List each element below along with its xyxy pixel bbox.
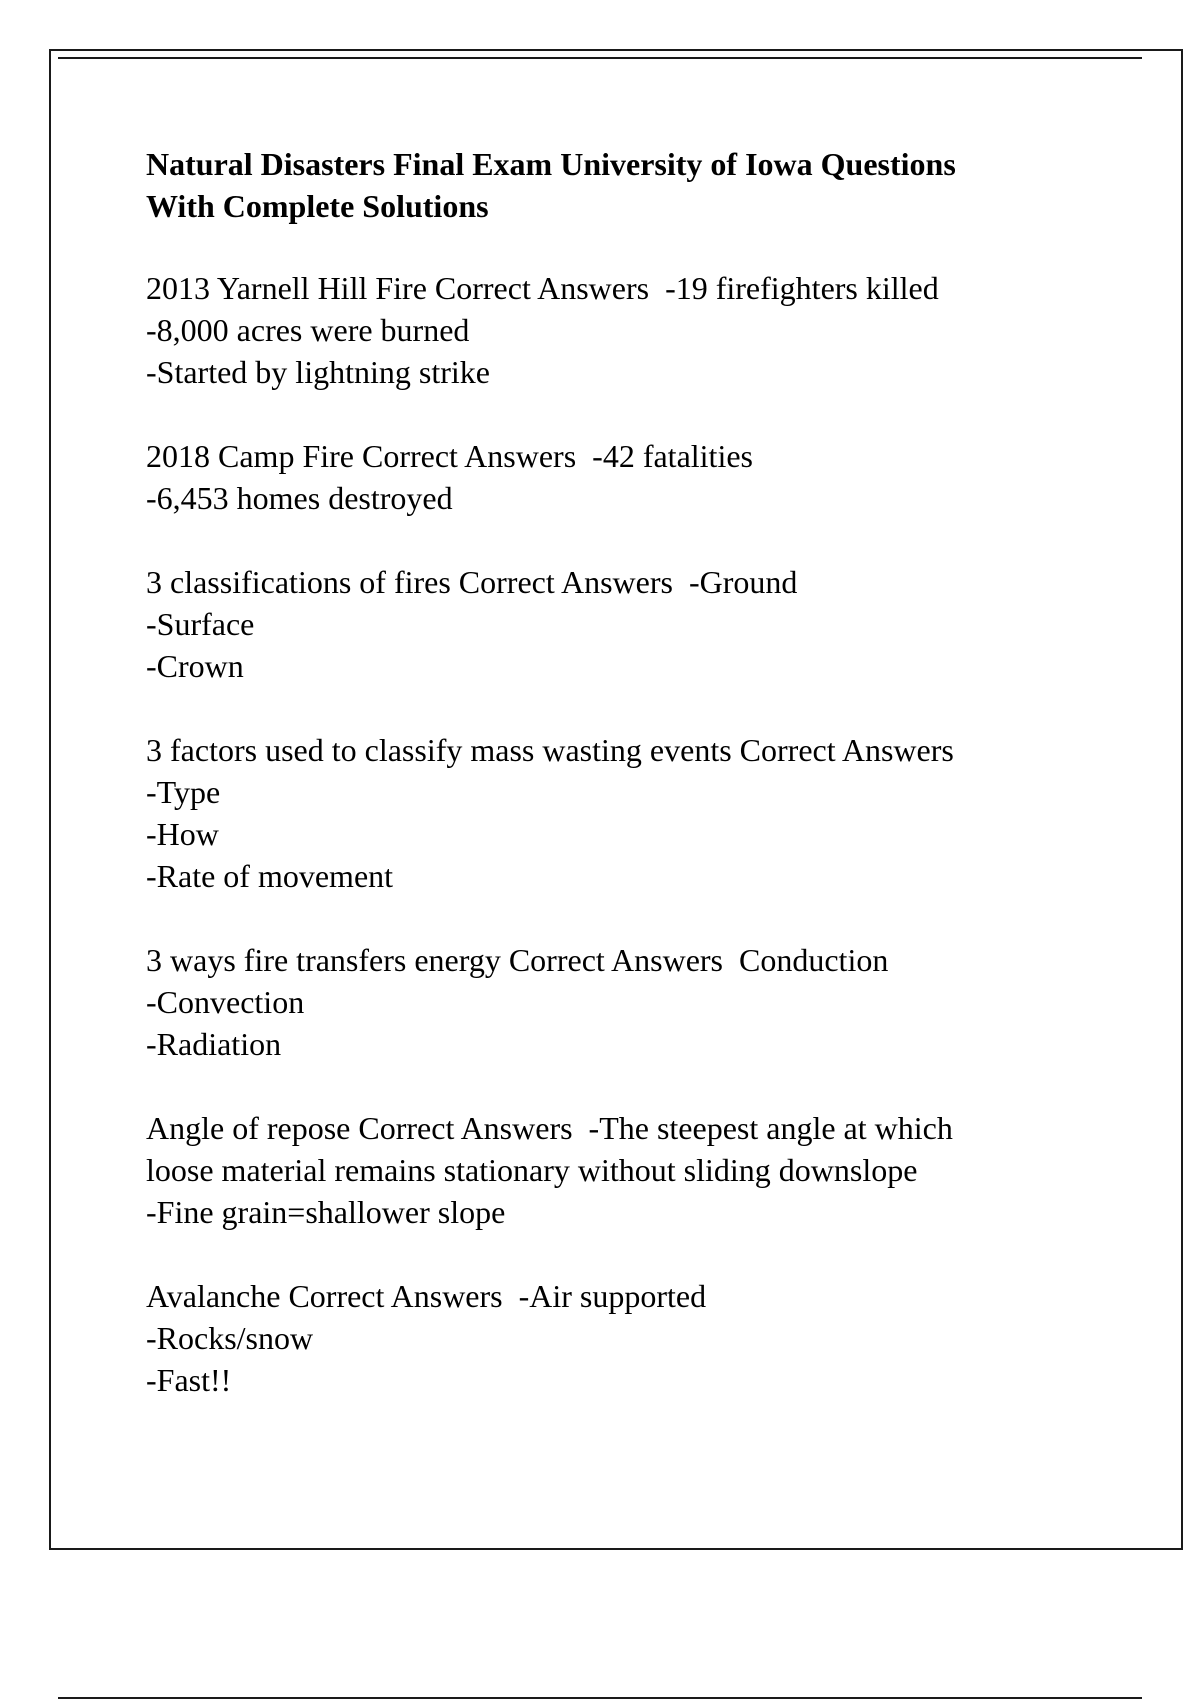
qa-line: -Fast!! [146, 1362, 232, 1398]
qa-line: 2018 Camp Fire Correct Answers -42 fatalities [146, 438, 753, 474]
qa-line: -Surface [146, 606, 255, 642]
qa-line: -Rocks/snow [146, 1320, 314, 1356]
qa-item-camp-fire [146, 435, 1086, 519]
qa-line: -Started by lightning strike [146, 354, 490, 390]
qa-item-fire-classifications [146, 561, 1086, 687]
qa-item-yarnell-hill-fire [146, 267, 1086, 393]
qa-line: -Rate of movement [146, 858, 394, 894]
qa-line: Avalanche Correct Answers -Air supported [146, 1278, 707, 1314]
document-title [146, 143, 1086, 227]
qa-line: Angle of repose Correct Answers -The steepest angle at which [146, 1110, 953, 1146]
qa-item-avalanche [146, 1275, 1086, 1401]
qa-line: -Fine grain=shallower slope [146, 1194, 506, 1230]
qa-item-fire-energy-transfer [146, 939, 1086, 1065]
qa-line: loose material remains stationary without sliding downslope [146, 1152, 918, 1188]
qa-line: 3 factors used to classify mass wasting events Correct Answers [146, 732, 954, 768]
qa-line: 2013 Yarnell Hill Fire Correct Answers -19 firefighters killed [146, 270, 939, 306]
document-body [146, 143, 1086, 1443]
qa-line: -6,453 homes destroyed [146, 480, 453, 516]
qa-line: -Type [146, 774, 221, 810]
qa-line: 3 ways fire transfers energy Correct Answers Conduction [146, 942, 889, 978]
qa-item-mass-wasting-factors [146, 729, 1086, 897]
title-line: With Complete Solutions [146, 188, 489, 224]
qa-item-angle-of-repose [146, 1107, 1086, 1233]
qa-line: -Crown [146, 648, 244, 684]
qa-line: -Convection [146, 984, 305, 1020]
bottom-rule [58, 1697, 1142, 1699]
qa-line: 3 classifications of fires Correct Answers -Ground [146, 564, 798, 600]
qa-line: -8,000 acres were burned [146, 312, 470, 348]
qa-line: -Radiation [146, 1026, 282, 1062]
title-line: Natural Disasters Final Exam University of Iowa Questions [146, 146, 956, 182]
qa-line: -How [146, 816, 219, 852]
